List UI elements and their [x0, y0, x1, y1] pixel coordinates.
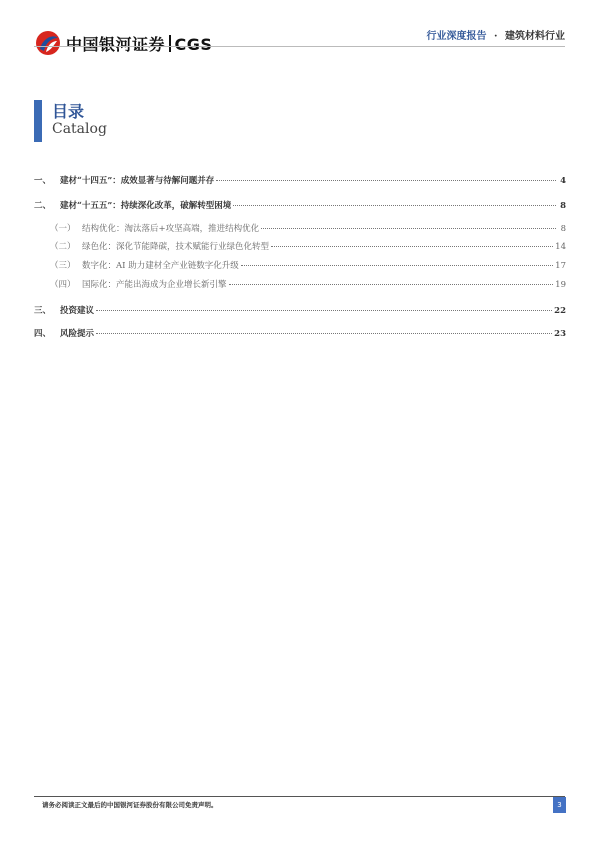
toc-entry-number: 三、 [34, 306, 52, 316]
toc-entry[interactable] [34, 174, 566, 186]
toc-leader [216, 180, 556, 181]
toc-entry-page: 23 [554, 329, 566, 339]
toc-subentry[interactable] [34, 222, 566, 234]
header-rule [34, 46, 565, 47]
toc-subentry[interactable] [34, 259, 566, 271]
logo-divider [169, 35, 171, 52]
report-type: 行业深度报告 [426, 31, 487, 42]
logo-text [66, 32, 212, 55]
cgs-logo-icon [34, 29, 62, 57]
toc-entry-text: 结构优化：淘汰落后+攻坚高端，推进结构优化 [82, 224, 260, 234]
industry-name: 建筑材料行业 [505, 31, 565, 42]
toc-entry-text: 数字化：AI 助力建材全产业链数字化升级 [82, 261, 239, 271]
toc-entry[interactable] [34, 199, 566, 211]
logo-company-name: 中国银河证券 [66, 34, 166, 54]
toc-entry-text: 风险提示 [60, 329, 95, 339]
toc-entry-page: 17 [555, 261, 566, 271]
toc-subentry[interactable] [34, 240, 566, 252]
toc-entry-page: 8 [560, 224, 566, 234]
toc-leader [96, 310, 552, 311]
toc-entry-number: （三） [50, 261, 76, 271]
toc-leader [271, 246, 553, 247]
toc-entry-page: 19 [555, 280, 566, 290]
toc-leader [229, 284, 554, 285]
toc-entry-text: 国际化：产能出海成为企业增长新引擎 [82, 280, 227, 290]
logo-suffix: CGS [174, 34, 213, 54]
toc-leader [233, 205, 556, 206]
toc-entry-page: 8 [560, 201, 566, 211]
toc-subentry[interactable] [34, 278, 566, 290]
toc-entry[interactable] [34, 304, 566, 316]
toc-entry-number: （四） [50, 280, 76, 290]
toc-leader [96, 333, 552, 334]
toc-entry-number: （二） [50, 242, 76, 252]
toc-entry-text: 建材“十四五”：成效显著与待解问题并存 [60, 176, 215, 186]
toc-leader [261, 228, 556, 229]
toc-title-en: Catalog [52, 121, 107, 137]
toc-entry-text: 投资建议 [60, 306, 95, 316]
toc-entry-number: （一） [50, 224, 76, 234]
company-logo [34, 29, 212, 57]
title-accent-bar [34, 100, 42, 142]
toc-entry-page: 4 [560, 176, 566, 186]
toc-leader [241, 265, 553, 266]
toc-entry[interactable] [34, 327, 566, 339]
toc-title: 目录 [52, 102, 85, 121]
report-header [427, 27, 565, 42]
footer-rule [34, 796, 565, 797]
header-separator: · [494, 31, 498, 42]
toc-entry-page: 22 [554, 306, 566, 316]
toc-entry-number: 一、 [34, 176, 52, 186]
footer-disclaimer: 请务必阅读正文最后的中国银河证券股份有限公司免责声明。 [42, 801, 218, 809]
toc-entry-text: 建材“十五五”：持续深化改革，破解转型困境 [60, 201, 232, 211]
toc-entry-page: 14 [555, 242, 566, 252]
toc-entry-number: 四、 [34, 329, 52, 339]
page-number: 3 [553, 797, 566, 813]
toc-entry-number: 二、 [34, 201, 52, 211]
toc-entry-text: 绿色化：深化节能降碳，技术赋能行业绿色化转型 [82, 242, 270, 252]
